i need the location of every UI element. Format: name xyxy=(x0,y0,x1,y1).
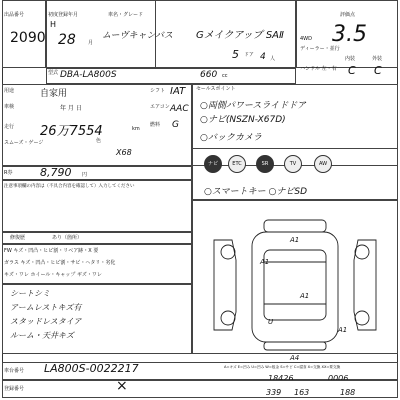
repair-cell xyxy=(2,232,192,244)
plate-cell xyxy=(2,380,398,398)
drive-label: 4WD xyxy=(300,36,312,42)
usage-label: 用途 xyxy=(4,88,15,94)
notes-text: 注意事項欄の内容は（不具合内容を確認して）入力してください xyxy=(4,184,135,189)
seller-point-1: ○両側パワースライドドア xyxy=(200,101,306,111)
remark-3: スタッドレスタイア xyxy=(10,317,82,326)
shift-value: IAT xyxy=(170,86,186,97)
interior-label: 内装 xyxy=(345,56,356,62)
exterior-label: 外装 xyxy=(372,56,383,62)
mileage-unit: km xyxy=(132,126,140,132)
damage-mark-1: A1 xyxy=(290,236,300,244)
bottom-value-5: 188 xyxy=(340,388,356,397)
mileage-label: 走行 xyxy=(4,124,15,130)
damage-mark-3: A1 xyxy=(300,292,310,300)
score-label: 評価点 xyxy=(340,12,356,18)
cc-unit: cc xyxy=(222,73,228,79)
recycle-label: R券 xyxy=(4,170,13,176)
recycle-unit: 円 xyxy=(82,172,88,178)
plate-mark: × xyxy=(116,378,128,394)
bottom-value-1: 18426 xyxy=(268,374,294,383)
cc-value: 660 xyxy=(200,70,218,80)
legend: A=キズ E=凹み U=凹み W=板金 S=サビ C=腐食 X=交換 XX=要交換 xyxy=(224,365,341,369)
option-sr: SR xyxy=(256,150,274,173)
ac-value: AAC xyxy=(170,104,189,114)
fuel-value: G xyxy=(172,120,179,130)
reg-label: 初度登録年月 xyxy=(48,12,79,18)
grade: Gメイクアップ SAⅡ xyxy=(196,30,284,41)
option-tv: TV xyxy=(284,150,302,173)
inspection-row-2: ガラス キズ・凹凸・ヒビ割・サビ・ヘタリ・劣化 xyxy=(4,260,116,266)
seats-label: 人 xyxy=(270,56,276,62)
option-etc: ETC xyxy=(228,150,246,173)
car-diagram xyxy=(192,200,398,354)
seller-point-2: ○ナビ(NSZN-X67D) xyxy=(200,115,286,125)
inspection-suffix: 年 月 日 xyxy=(60,105,82,112)
fuel-label: 燃料 xyxy=(150,122,161,128)
seller-point-3: ○バックカメラ xyxy=(200,133,262,143)
usage-value: 自家用 xyxy=(40,89,68,99)
bottom-value-3: 339 xyxy=(266,388,282,397)
bottom-value-2: 0006 xyxy=(328,374,349,383)
shift-label: シフト xyxy=(150,88,166,94)
options-extra: ○スマートキー ○ナビSD xyxy=(204,187,308,197)
dealer-label: ディーラー・並行 xyxy=(300,46,340,52)
lot-number: 2090 xyxy=(10,30,46,46)
type-value: DBA-LA800S xyxy=(60,70,117,80)
exterior-grade: C xyxy=(374,64,382,77)
reg-year: 28 xyxy=(58,32,76,48)
seats-value: 4 xyxy=(260,52,266,62)
remark-1: シートシミ xyxy=(10,289,50,298)
doors-value: 5 xyxy=(232,48,239,61)
sticker-label: スムーズ・ゲージ xyxy=(4,140,44,146)
model-label: 車名・グレード xyxy=(108,12,144,18)
steering-label: ハンドル 左・右 xyxy=(300,66,337,72)
recycle-value: 8,790 xyxy=(40,166,72,179)
color-code: X68 xyxy=(116,148,132,157)
repair-label: 修復歴 xyxy=(10,235,26,241)
bottom-value-4: 163 xyxy=(294,388,310,397)
plate-label: 登録番号 xyxy=(4,386,25,392)
era: H xyxy=(50,20,57,29)
seller-points-label: セールスポイント xyxy=(196,86,236,92)
damage-mark-4: A1 xyxy=(338,326,348,334)
doors-label: ドア xyxy=(244,52,254,58)
remark-4: ルーム・天井キズ xyxy=(10,331,74,340)
damage-mark-6: A4 xyxy=(290,354,300,362)
damage-mark-2: A1 xyxy=(260,258,270,266)
lot-label: 出品番号 xyxy=(4,12,25,18)
remark-2: アームレストキズ有 xyxy=(10,303,82,312)
recycle-cell xyxy=(2,166,192,180)
damage-mark-5: U xyxy=(268,318,274,326)
inspection-label: 車検 xyxy=(4,104,15,110)
ac-label: エアコン xyxy=(150,104,170,110)
option-aw: AW xyxy=(314,150,332,173)
color-label: 色 xyxy=(96,138,102,144)
type-label: 型式 xyxy=(48,70,59,76)
inspection-row-1: FW キズ・凹凸・ヒビ割・リベア跡・X 要 xyxy=(4,248,99,254)
option-nav: ナビ xyxy=(204,150,222,173)
chassis-value: LA800S-0022217 xyxy=(44,362,139,375)
score-value: 3.5 xyxy=(332,22,367,47)
reg-month-label: 月 xyxy=(88,40,94,46)
chassis-label: 車台番号 xyxy=(4,368,25,374)
model-name: ムーヴキャンバス xyxy=(102,31,173,41)
inspection-row-3: キズ・ワレ ホイール・キャップ ギズ・ワレ xyxy=(4,272,102,278)
mileage-value: 26万7554 xyxy=(40,124,103,139)
repair-text: あり（箇所） xyxy=(52,235,83,241)
interior-grade: C xyxy=(348,64,356,77)
